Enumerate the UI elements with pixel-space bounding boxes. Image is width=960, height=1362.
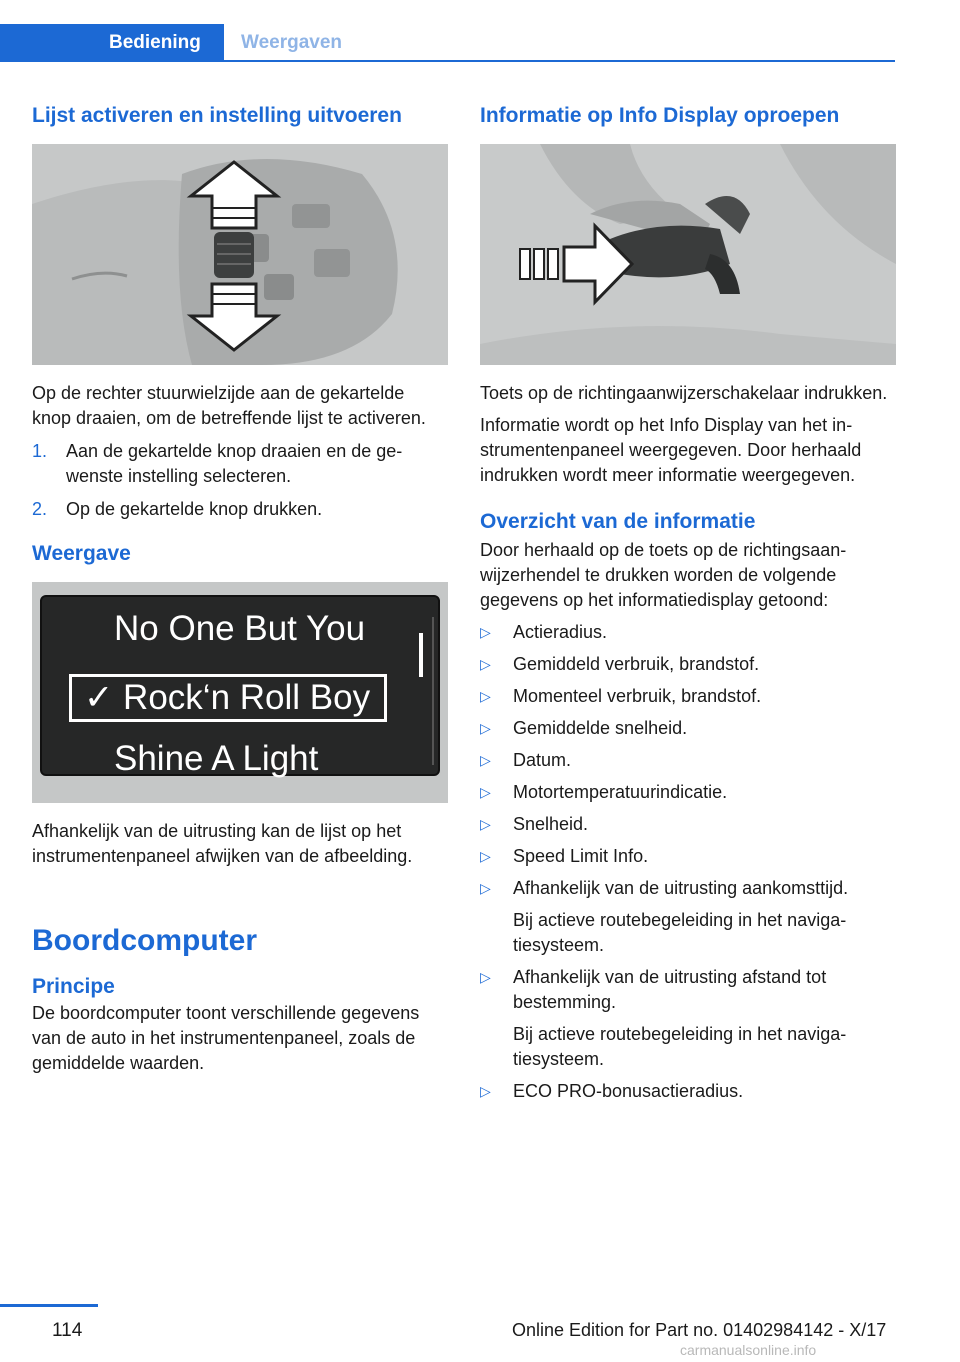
page-number: 114 (52, 1320, 83, 1341)
triangle-bullet-icon: ▷ (480, 848, 491, 864)
display-scroll-track (432, 617, 434, 765)
triangle-bullet-icon: ▷ (480, 784, 491, 800)
chapter-tabs (0, 24, 895, 62)
list-item-text: Momenteel verbruik, brandstof. (513, 686, 762, 706)
watermark: carmanualsonline.info (680, 1342, 817, 1358)
display-figure (32, 582, 448, 803)
intro-text: Op de rechter stuurwielzijde aan de gekartelde knop draaien, om de betreffende lijst te activeren. (32, 383, 426, 428)
list-item (480, 748, 896, 773)
left-column (32, 100, 448, 1083)
display-item: No One But You (114, 609, 366, 648)
list-item-text: Actieradius. (513, 622, 608, 642)
display-screen (40, 595, 440, 776)
list-item-text: Speed Limit Info. (513, 846, 649, 866)
steering-wheel-figure (32, 144, 448, 365)
heading-boordcomputer: Boordcomputer (32, 924, 257, 957)
turn-signal-illustration (480, 144, 896, 365)
list-item (480, 684, 896, 709)
step-number: 2. (32, 499, 48, 519)
step-text: Op de gekartelde knop drukken. (66, 499, 323, 519)
list-item-text: Datum. (513, 750, 572, 770)
info-bullet-list (480, 620, 896, 1104)
triangle-bullet-icon: ▷ (480, 624, 491, 640)
list-item (480, 844, 896, 869)
footer-rule (0, 1304, 98, 1307)
triangle-bullet-icon: ▷ (480, 688, 491, 704)
list-item (480, 965, 896, 1072)
heading-info-display: Informatie op Info Display oproepen (480, 104, 840, 127)
heading-display: Weergave (32, 542, 131, 565)
list-item-text: Snelheid. (513, 814, 589, 834)
list-item-text: Afhankelijk van de uitrusting aankomsttijd. (513, 878, 849, 898)
triangle-bullet-icon: ▷ (480, 720, 491, 736)
step-number: 1. (32, 441, 48, 461)
list-item-subtext: Bij actieve routebegeleiding in het navigatiesysteem. (513, 910, 847, 955)
heading-principle: Principe (32, 975, 115, 998)
steering-wheel-illustration (32, 144, 448, 365)
list-item (480, 652, 896, 677)
turn-signal-figure (480, 144, 896, 365)
display-note: Afhankelijk van de uitrusting kan de lijst op het instrumentenpaneel afwijken van de afbeelding. (32, 821, 413, 866)
right-column (480, 100, 896, 1111)
list-item (480, 876, 896, 958)
list-item (480, 780, 896, 805)
step-item (32, 497, 448, 522)
list-item (480, 812, 896, 837)
step-text: Aan de gekartelde knop draaien en de gewenste instelling selecteren. (66, 441, 403, 486)
triangle-bullet-icon: ▷ (480, 1083, 491, 1099)
heading-overview: Overzicht van de informatie (480, 510, 756, 533)
triangle-bullet-icon: ▷ (480, 752, 491, 768)
display-scrollbar (419, 633, 423, 677)
list-item-text: Motortemperatuurindicatie. (513, 782, 728, 802)
triangle-bullet-icon: ▷ (480, 969, 491, 985)
principle-text: De boordcomputer toont verschillende gegevens van de auto in het instrumentenpaneel, zoals de gemiddelde waarden. (32, 1003, 420, 1073)
list-item (480, 620, 896, 645)
list-item (480, 716, 896, 741)
list-item (480, 1079, 896, 1104)
list-item-text: Gemiddelde snelheid. (513, 718, 688, 738)
display-item-selected: ✓ Rock‘n Roll Boy (69, 674, 387, 722)
edition-info: Online Edition for Part no. 01402984142 - X/17 (512, 1320, 887, 1340)
list-item-subtext: Bij actieve routebegeleiding in het navigatiesysteem. (513, 1024, 847, 1069)
triangle-bullet-icon: ▷ (480, 816, 491, 832)
tab-bediening[interactable]: Bediening (0, 24, 224, 62)
triangle-bullet-icon: ▷ (480, 880, 491, 896)
overview-text: Door herhaald op de toets op de richtingsaanwijzerhendel te drukken worden de volgende gegevens op het informatiedisplay getoond: (480, 540, 847, 610)
step-list (32, 439, 448, 522)
list-item-text: ECO PRO-bonusactieradius. (513, 1081, 744, 1101)
list-item-text: Afhankelijk van de uitrusting afstand tot bestemming. (513, 967, 827, 1012)
display-item: Shine A Light (114, 739, 319, 778)
tab-weergaven[interactable]: Weergaven (241, 32, 343, 53)
heading-list-activate: Lijst activeren en instelling uitvoeren (32, 104, 402, 127)
press-text: Toets op de richtingaanwijzerschakelaar indrukken. (480, 383, 888, 403)
info-text: Informatie wordt op het Info Display van het instrumentenpaneel weergegeven. Door herhaald indrukken wordt meer informatie weergegeven. (480, 415, 862, 485)
triangle-bullet-icon: ▷ (480, 656, 491, 672)
list-item-text: Gemiddeld verbruik, brandstof. (513, 654, 760, 674)
step-item (32, 439, 448, 489)
